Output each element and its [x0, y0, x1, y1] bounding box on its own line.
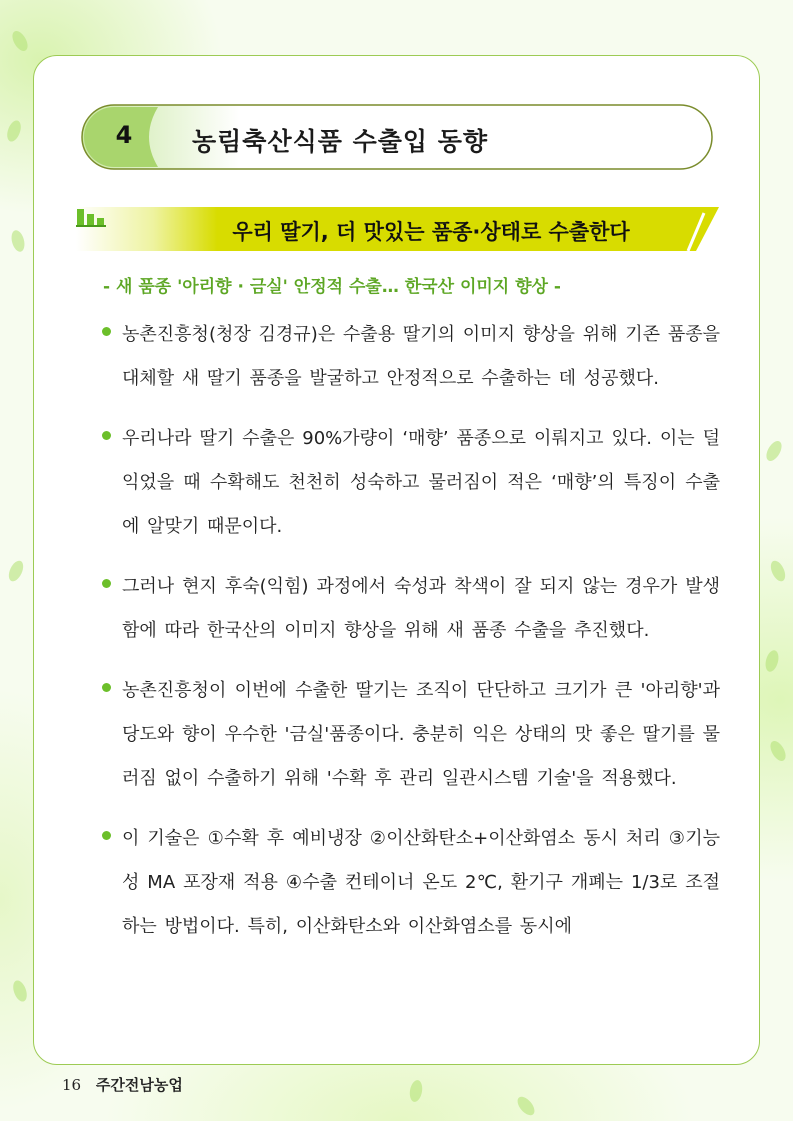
page-number: 16 — [62, 1076, 82, 1094]
bar-chart-icon — [76, 205, 106, 227]
leaf-decoration — [6, 558, 26, 583]
leaf-decoration — [763, 649, 780, 673]
bullet-item — [100, 417, 720, 549]
leaf-decoration — [767, 738, 788, 763]
bullet-text: 농촌진흥청이 이번에 수출한 딸기는 조직이 단단하고 크기가 큰 '아리향'과 당도와 향이 우수한 '금실'품종이다. 충분히 익은 상태의 맛 좋은 딸기를 물러짐 없이 수출하기 위해 '수확 후 관리 일관시스템 기술'을 적용했다. — [122, 680, 720, 789]
bullet-list — [100, 313, 720, 965]
leaf-decoration — [763, 438, 784, 463]
leaf-decoration — [5, 119, 24, 144]
bullet-dot-icon — [102, 683, 111, 692]
bullet-dot-icon — [102, 431, 111, 440]
bullet-text: 농촌진흥청(청장 김경규)은 수출용 딸기의 이미지 향상을 위해 기존 품종을 대체할 새 딸기 품종을 발굴하고 안정적으로 수출하는 데 성공했다. — [122, 324, 720, 389]
article-subtitle: - 새 품종 '아리향 · 금실' 안정적 수출… 한국산 이미지 향상 - — [103, 277, 561, 297]
bullet-text: 우리나라 딸기 수출은 90%가량이 ‘매향’ 품종으로 이뤄지고 있다. 이는 덜 익었을 때 수확해도 천천히 성숙하고 물러짐이 적은 ‘매향’의 특징이 수출에 알맞기 때문이다. — [122, 428, 720, 537]
headline-bar — [76, 205, 719, 253]
section-header — [80, 103, 715, 171]
bullet-item — [100, 565, 720, 653]
section-number: 4 — [115, 121, 133, 149]
bullet-dot-icon — [102, 327, 111, 336]
bullet-text: 그러나 현지 후숙(익힘) 과정에서 숙성과 착색이 잘 되지 않는 경우가 발생함에 따라 한국산의 이미지 향상을 위해 새 품종 수출을 추진했다. — [122, 576, 720, 641]
leaf-decoration — [768, 558, 788, 583]
bullet-item — [100, 313, 720, 401]
bullet-dot-icon — [102, 579, 111, 588]
section-title: 농림축산식품 수출입 동향 — [192, 127, 489, 156]
leaf-decoration — [514, 1094, 537, 1119]
bullet-dot-icon — [102, 831, 111, 840]
page-footer — [62, 1074, 183, 1095]
bullet-item — [100, 669, 720, 801]
leaf-decoration — [9, 28, 30, 53]
leaf-decoration — [11, 979, 30, 1004]
leaf-decoration — [9, 229, 26, 253]
bullet-text: 이 기술은 ①수확 후 예비냉장 ②이산화탄소+이산화염소 동시 처리 ③기능성 MA 포장재 적용 ④수출 컨테이너 온도 2℃, 환기구 개폐는 1/3로 조절하는 방법이다. 특히, 이산화탄소와 이산화염소를 동시에 — [122, 828, 720, 937]
publication-name: 주간전남농업 — [95, 1076, 183, 1094]
bullet-item — [100, 817, 720, 949]
leaf-decoration — [408, 1079, 424, 1103]
article-headline: 우리 딸기, 더 맛있는 품종·상태로 수출한다 — [232, 220, 630, 244]
